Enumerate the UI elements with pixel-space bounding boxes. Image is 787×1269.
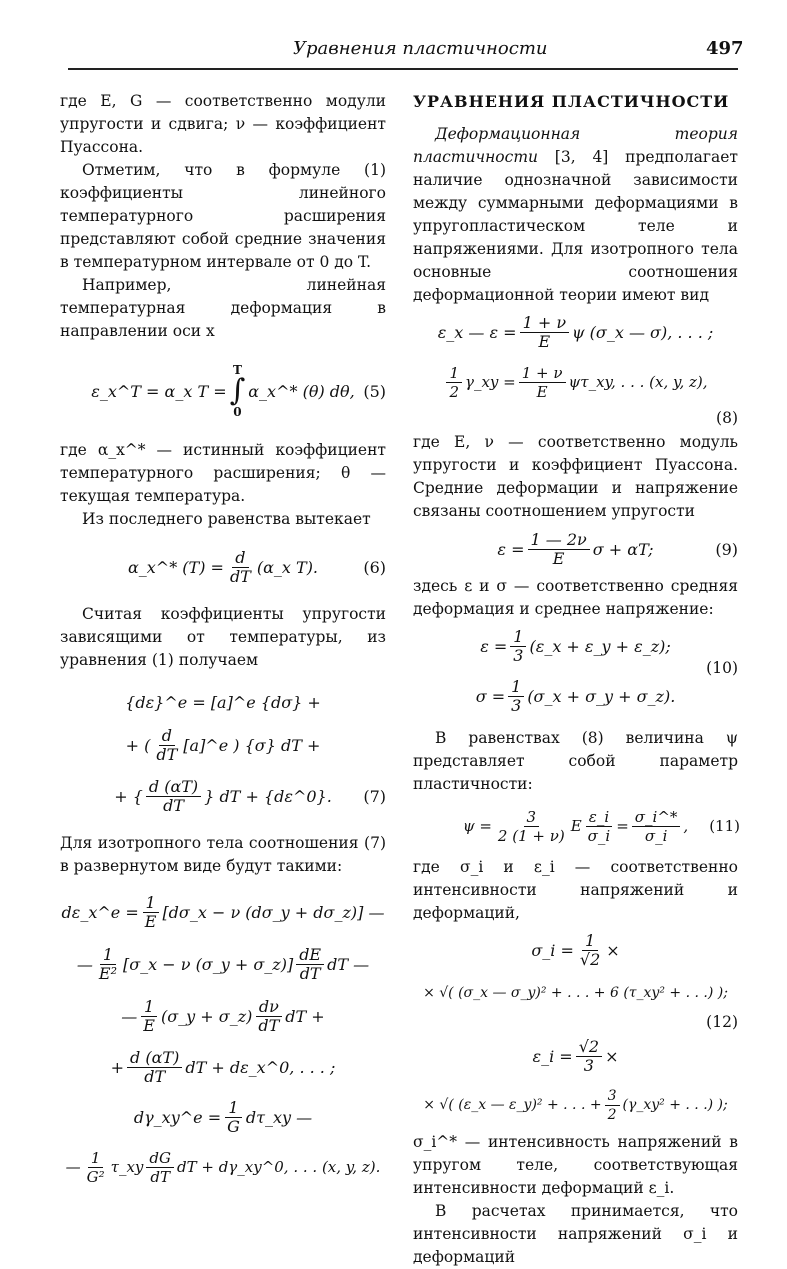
equation-number: (7)	[363, 786, 386, 806]
running-header-title: Уравнения пластичности	[293, 38, 548, 59]
paragraph: где E, ν — соответственно модуль упругости и коэффициент Пуассона. Средние деформации и напряжение связаны соотношением упругости	[413, 433, 738, 520]
equation-7-line-3: + { $\frac{d (\alpha T)}{dT}$ } dT + {dε^0}. (7)	[114, 776, 386, 815]
paragraph: где α_x^* — истинный коэффициент температурного расширения; θ — текущая температура.	[60, 441, 386, 505]
equation-7-line-1: {dε}^e = [a]^e {dσ} +	[125, 692, 321, 712]
paragraph: где E, G — соответственно модули упругости и сдвига; ν — коэффициент Пуассона.	[60, 92, 386, 156]
eq-lhs: ε_x^T = α_x T =	[91, 381, 227, 401]
equation-number: (9)	[715, 539, 738, 559]
paragraph: здесь ε и σ — соответственно средняя деформация и среднее напряжение:	[413, 577, 738, 618]
paragraph: Считая коэффициенты упругости зависящими от температуры, из уравнения (1) получаем	[60, 605, 386, 669]
right-column	[413, 90, 738, 1269]
equation-12: σ_i = $\frac{1}{√2}$ × × √( (σ_x — σ_y)² + . . . + 6 (τ_xy² + . . .) ); (12) ε_i = $\frac{√2}{3}$ × × √( (ε_x — ε_y)² + . . . + $\frac{3}{2}$ (γ_xy² + . . .) );	[413, 925, 738, 1131]
equation-11: ψ = $\frac{3}{2 (1 + \nu)}$ E $\frac{\varepsilon\_i}{\sigma\_i}$ = $\frac{\sigma\_i\^{}*}{\sigma\_i}$ , (11)	[462, 807, 740, 845]
equation-number: (5)	[363, 381, 386, 401]
section-heading: УРАВНЕНИЯ ПЛАСТИЧНОСТИ	[413, 92, 730, 111]
system-line-4: + $\frac{d (\alpha T)}{dT}$ dT + dε_x^0, . . . ;	[110, 1047, 336, 1086]
equation-number: (12)	[706, 1013, 738, 1031]
equation-6: α_x^* (T) = $\frac{d}{dT}$ (α_x T). (6)	[127, 547, 386, 586]
system-line-5: dγ_xy^e = $\frac{1}{G}$ dτ_xy —	[133, 1097, 313, 1136]
equation-9: ε = $\frac{1 — 2\nu}{E}$ σ + αT; (9)	[497, 529, 738, 568]
system-line-3: — $\frac{1}{E}$ (σ_y + σ_z) $\frac{d\nu}{dT}$ dT +	[121, 996, 325, 1035]
fraction: $\frac{d}{dT}$	[156, 725, 178, 764]
fraction: $\frac{d (\alpha T)}{dT}$	[146, 778, 201, 815]
paragraph: Для изотропного тела соотношения (7) в развернутом виде будут такими:	[60, 834, 386, 875]
system-line-1: dε_x^e = $\frac{1}{E}$ [dσ_x − ν (dσ_y + dσ_z)] —	[61, 892, 385, 931]
left-column	[60, 90, 386, 1192]
equation-8-line-2: $\frac{1}{2}$ γ_xy = $\frac{1 + \nu}{E}$ ψτ_xy, . . . (x, y, z),	[413, 357, 738, 407]
header-rule	[68, 68, 738, 70]
paragraph: В равенствах (8) величина ψ представляет собой параметр пластичности:	[413, 729, 738, 793]
equation-7-line-2: + ( $\frac{d}{dT}$ [a]^e ) {σ} dT +	[125, 725, 321, 764]
equation-number: (6)	[363, 557, 386, 577]
eq-rhs: α_x^* (θ) dθ,	[248, 381, 355, 401]
equation-8-line-1: ε_x — ε = $\frac{1 + \nu}{E}$ ψ (σ_x — σ), . . . ;	[437, 312, 714, 351]
paragraph: Деформационная теория пластичности [3, 4] предполагает наличие однозначной зависимости между суммарными деформациями в упругопластическом теле и напряжениями. Для изотропного тела основные соотношения деформационной теории имеют вид	[413, 125, 738, 304]
equation-10: ε = $\frac{1}{3}$ (ε_x + ε_y + ε_z); σ = $\frac{1}{3}$ (σ_x + σ_y + σ_z). (10)	[475, 626, 738, 715]
paragraph: Из последнего равенства вытекает	[82, 510, 371, 528]
paragraph: Например, линейная температурная деформация в направлении оси x	[60, 276, 386, 340]
paragraph: В расчетах принимается, что интенсивности напряжений σ_i и деформаций	[413, 1202, 738, 1266]
page-number: 497	[706, 38, 744, 59]
italic-term: Деформационная теория пластичности	[413, 125, 738, 166]
integral-sign: T ∫ 0	[229, 363, 246, 419]
equation-number: (8)	[716, 409, 738, 427]
system-line-2: — $\frac{1}{\text{E²}}$ [σ_x − ν (σ_y + σ_z)] $\frac{dE}{dT}$ dT —	[76, 944, 370, 983]
equation-5	[60, 343, 386, 439]
system-line-6: — $\frac{1}{\text{G²}}$ τ_xy $\frac{dG}{dT}$ dT + dγ_xy^0, . . . (x, y, z).	[65, 1148, 381, 1186]
fraction: $\frac{d}{dT}$	[229, 547, 251, 586]
equation-number: (10)	[706, 659, 738, 677]
equation-number: (11)	[709, 816, 740, 835]
paragraph: где σ_i и ε_i — соответственно интенсивности напряжений и деформаций,	[413, 858, 738, 922]
paragraph: σ_i^* — интенсивность напряжений в упругом теле, соответствующая интенсивности деформаций ε_i.	[413, 1133, 738, 1197]
paragraph: Отметим, что в формуле (1) коэффициенты линейного температурного расширения представляют собой средние значения в температурном интервале от 0 до T.	[60, 161, 386, 271]
